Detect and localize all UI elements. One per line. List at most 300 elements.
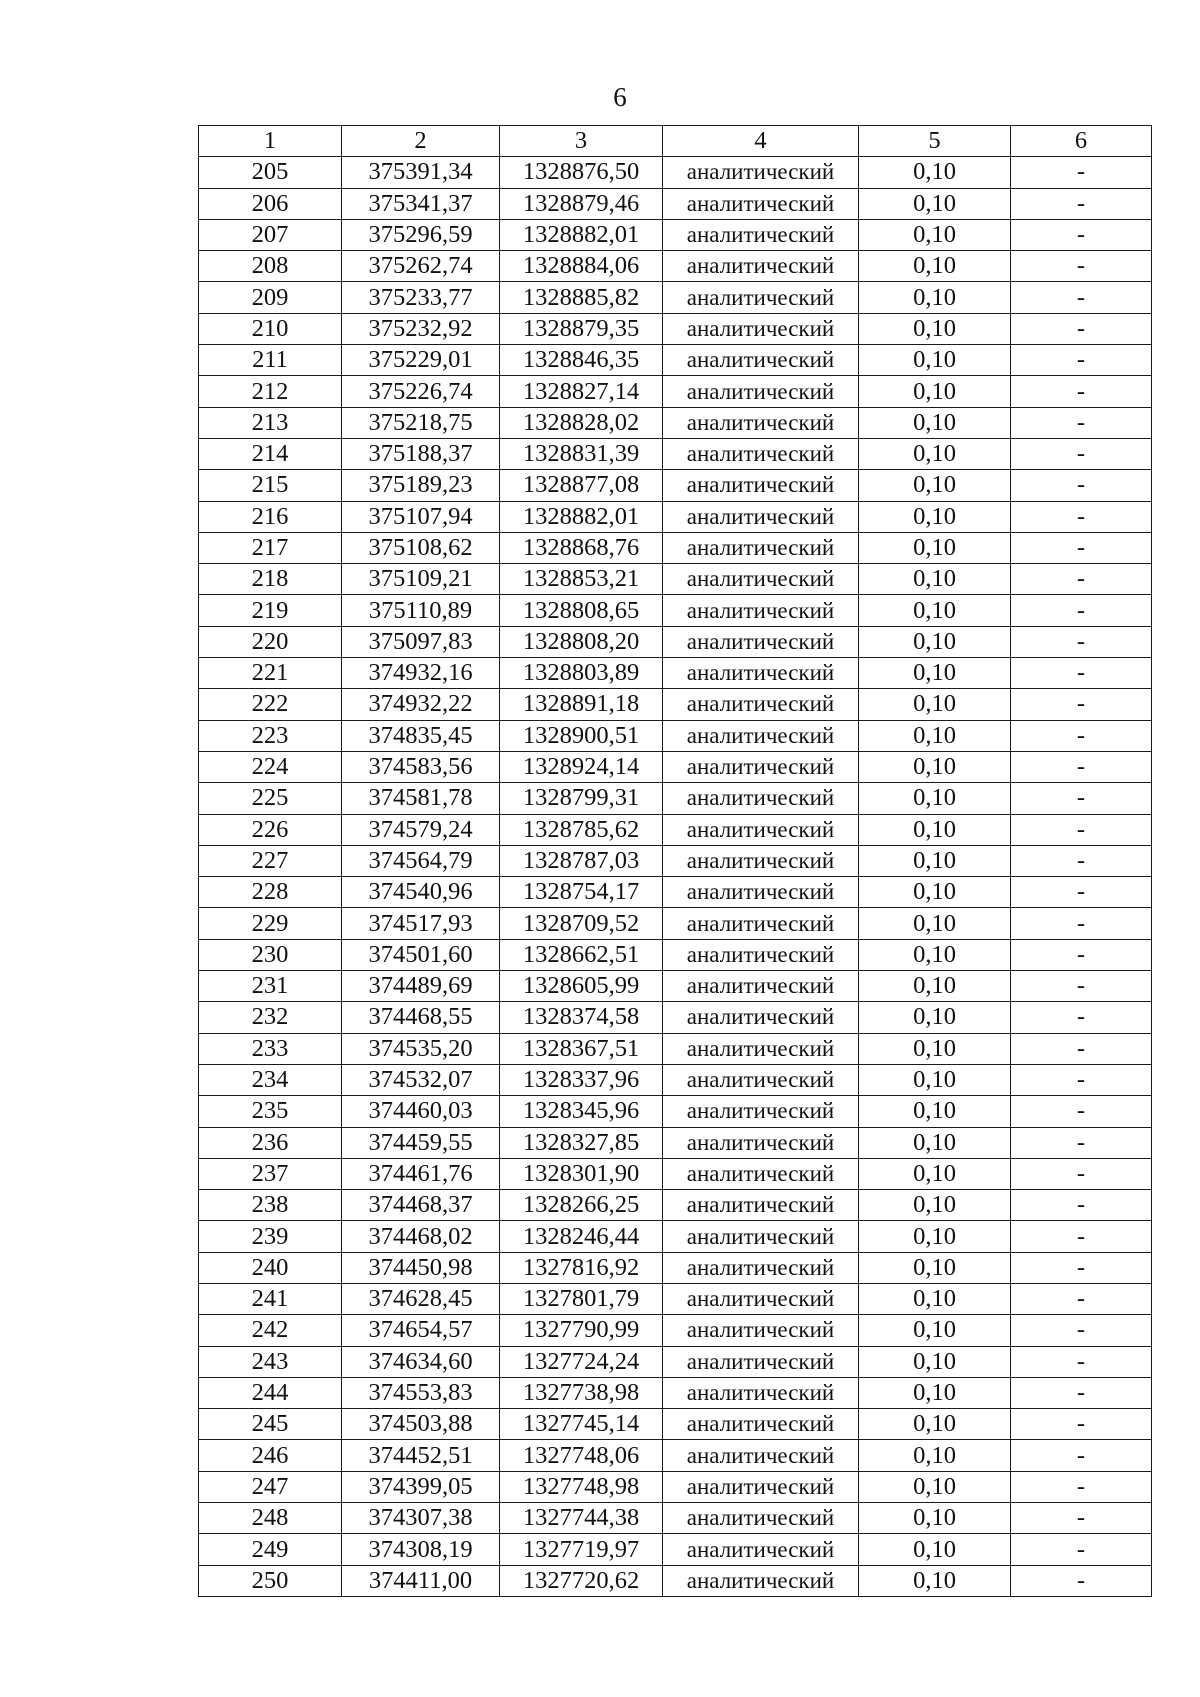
x-coordinate-cell: 374654,57 xyxy=(342,1315,500,1346)
point-number-cell: 240 xyxy=(199,1252,342,1283)
table-row xyxy=(199,658,1152,689)
note-cell: - xyxy=(1011,658,1152,689)
note-cell: - xyxy=(1011,188,1152,219)
note-cell: - xyxy=(1011,626,1152,657)
table-row xyxy=(199,313,1152,344)
method-cell: аналитический xyxy=(663,814,859,845)
note-cell: - xyxy=(1011,407,1152,438)
note-cell: - xyxy=(1011,1534,1152,1565)
note-cell: - xyxy=(1011,1565,1152,1596)
method-cell: аналитический xyxy=(663,595,859,626)
method-cell: аналитический xyxy=(663,1127,859,1158)
x-coordinate-cell: 374932,16 xyxy=(342,658,500,689)
x-coordinate-cell: 374452,51 xyxy=(342,1440,500,1471)
point-number-cell: 243 xyxy=(199,1346,342,1377)
method-cell: аналитический xyxy=(663,845,859,876)
accuracy-cell: 0,10 xyxy=(859,845,1011,876)
table-row xyxy=(199,376,1152,407)
x-coordinate-cell: 374411,00 xyxy=(342,1565,500,1596)
accuracy-cell: 0,10 xyxy=(859,470,1011,501)
accuracy-cell: 0,10 xyxy=(859,313,1011,344)
x-coordinate-cell: 374540,96 xyxy=(342,877,500,908)
point-number-cell: 217 xyxy=(199,532,342,563)
note-cell: - xyxy=(1011,689,1152,720)
header-cell-4: 4 xyxy=(663,126,859,157)
method-cell: аналитический xyxy=(663,939,859,970)
table-header-row xyxy=(199,126,1152,157)
header-cell-2: 2 xyxy=(342,126,500,157)
x-coordinate-cell: 374835,45 xyxy=(342,720,500,751)
table-row xyxy=(199,1221,1152,1252)
y-coordinate-cell: 1327724,24 xyxy=(500,1346,663,1377)
y-coordinate-cell: 1328827,14 xyxy=(500,376,663,407)
method-cell: аналитический xyxy=(663,188,859,219)
accuracy-cell: 0,10 xyxy=(859,1440,1011,1471)
table-row xyxy=(199,720,1152,751)
note-cell: - xyxy=(1011,877,1152,908)
note-cell: - xyxy=(1011,1190,1152,1221)
point-number-cell: 242 xyxy=(199,1315,342,1346)
method-cell: аналитический xyxy=(663,470,859,501)
x-coordinate-cell: 374308,19 xyxy=(342,1534,500,1565)
point-number-cell: 221 xyxy=(199,658,342,689)
accuracy-cell: 0,10 xyxy=(859,251,1011,282)
table-row xyxy=(199,501,1152,532)
note-cell: - xyxy=(1011,971,1152,1002)
note-cell: - xyxy=(1011,1127,1152,1158)
table-row xyxy=(199,939,1152,970)
x-coordinate-cell: 375229,01 xyxy=(342,345,500,376)
accuracy-cell: 0,10 xyxy=(859,407,1011,438)
x-coordinate-cell: 375218,75 xyxy=(342,407,500,438)
y-coordinate-cell: 1328662,51 xyxy=(500,939,663,970)
y-coordinate-cell: 1327745,14 xyxy=(500,1409,663,1440)
note-cell: - xyxy=(1011,282,1152,313)
x-coordinate-cell: 375109,21 xyxy=(342,564,500,595)
x-coordinate-cell: 374532,07 xyxy=(342,1064,500,1095)
point-number-cell: 228 xyxy=(199,877,342,908)
table-row xyxy=(199,345,1152,376)
table-row xyxy=(199,845,1152,876)
y-coordinate-cell: 1328891,18 xyxy=(500,689,663,720)
accuracy-cell: 0,10 xyxy=(859,345,1011,376)
y-coordinate-cell: 1327719,97 xyxy=(500,1534,663,1565)
point-number-cell: 214 xyxy=(199,438,342,469)
table-row xyxy=(199,1158,1152,1189)
table-row xyxy=(199,1409,1152,1440)
accuracy-cell: 0,10 xyxy=(859,188,1011,219)
x-coordinate-cell: 374564,79 xyxy=(342,845,500,876)
point-number-cell: 237 xyxy=(199,1158,342,1189)
table-row xyxy=(199,438,1152,469)
point-number-cell: 239 xyxy=(199,1221,342,1252)
note-cell: - xyxy=(1011,1002,1152,1033)
y-coordinate-cell: 1328709,52 xyxy=(500,908,663,939)
table-row xyxy=(199,157,1152,188)
y-coordinate-cell: 1328367,51 xyxy=(500,1033,663,1064)
accuracy-cell: 0,10 xyxy=(859,376,1011,407)
table-row xyxy=(199,814,1152,845)
accuracy-cell: 0,10 xyxy=(859,1409,1011,1440)
method-cell: аналитический xyxy=(663,1096,859,1127)
header-cell-3: 3 xyxy=(500,126,663,157)
x-coordinate-cell: 375107,94 xyxy=(342,501,500,532)
accuracy-cell: 0,10 xyxy=(859,720,1011,751)
y-coordinate-cell: 1327748,98 xyxy=(500,1471,663,1502)
y-coordinate-cell: 1328853,21 xyxy=(500,564,663,595)
point-number-cell: 225 xyxy=(199,783,342,814)
table-row xyxy=(199,1252,1152,1283)
table-row xyxy=(199,1440,1152,1471)
point-number-cell: 233 xyxy=(199,1033,342,1064)
x-coordinate-cell: 375262,74 xyxy=(342,251,500,282)
y-coordinate-cell: 1328266,25 xyxy=(500,1190,663,1221)
method-cell: аналитический xyxy=(663,1283,859,1314)
point-number-cell: 247 xyxy=(199,1471,342,1502)
table-row xyxy=(199,1033,1152,1064)
accuracy-cell: 0,10 xyxy=(859,1283,1011,1314)
point-number-cell: 231 xyxy=(199,971,342,1002)
y-coordinate-cell: 1328882,01 xyxy=(500,219,663,250)
accuracy-cell: 0,10 xyxy=(859,1033,1011,1064)
method-cell: аналитический xyxy=(663,1190,859,1221)
y-coordinate-cell: 1328846,35 xyxy=(500,345,663,376)
point-number-cell: 212 xyxy=(199,376,342,407)
point-number-cell: 206 xyxy=(199,188,342,219)
point-number-cell: 248 xyxy=(199,1503,342,1534)
method-cell: аналитический xyxy=(663,1033,859,1064)
x-coordinate-cell: 374583,56 xyxy=(342,751,500,782)
note-cell: - xyxy=(1011,251,1152,282)
point-number-cell: 234 xyxy=(199,1064,342,1095)
point-number-cell: 213 xyxy=(199,407,342,438)
accuracy-cell: 0,10 xyxy=(859,1158,1011,1189)
note-cell: - xyxy=(1011,783,1152,814)
method-cell: аналитический xyxy=(663,1440,859,1471)
accuracy-cell: 0,10 xyxy=(859,1064,1011,1095)
table-row xyxy=(199,1377,1152,1408)
y-coordinate-cell: 1328877,08 xyxy=(500,470,663,501)
method-cell: аналитический xyxy=(663,282,859,313)
accuracy-cell: 0,10 xyxy=(859,783,1011,814)
accuracy-cell: 0,10 xyxy=(859,877,1011,908)
point-number-cell: 230 xyxy=(199,939,342,970)
table-row xyxy=(199,1471,1152,1502)
note-cell: - xyxy=(1011,345,1152,376)
x-coordinate-cell: 375341,37 xyxy=(342,188,500,219)
accuracy-cell: 0,10 xyxy=(859,814,1011,845)
note-cell: - xyxy=(1011,501,1152,532)
point-number-cell: 216 xyxy=(199,501,342,532)
x-coordinate-cell: 374489,69 xyxy=(342,971,500,1002)
table-row xyxy=(199,971,1152,1002)
note-cell: - xyxy=(1011,438,1152,469)
header-cell-5: 5 xyxy=(859,126,1011,157)
table-row xyxy=(199,626,1152,657)
method-cell: аналитический xyxy=(663,1252,859,1283)
note-cell: - xyxy=(1011,1377,1152,1408)
accuracy-cell: 0,10 xyxy=(859,501,1011,532)
y-coordinate-cell: 1328828,02 xyxy=(500,407,663,438)
x-coordinate-cell: 374468,02 xyxy=(342,1221,500,1252)
x-coordinate-cell: 375108,62 xyxy=(342,532,500,563)
y-coordinate-cell: 1328831,39 xyxy=(500,438,663,469)
y-coordinate-cell: 1327748,06 xyxy=(500,1440,663,1471)
accuracy-cell: 0,10 xyxy=(859,908,1011,939)
table-row xyxy=(199,1565,1152,1596)
method-cell: аналитический xyxy=(663,658,859,689)
accuracy-cell: 0,10 xyxy=(859,626,1011,657)
point-number-cell: 215 xyxy=(199,470,342,501)
table-row xyxy=(199,564,1152,595)
table-row xyxy=(199,1002,1152,1033)
y-coordinate-cell: 1328803,89 xyxy=(500,658,663,689)
y-coordinate-cell: 1328882,01 xyxy=(500,501,663,532)
y-coordinate-cell: 1328876,50 xyxy=(500,157,663,188)
table-row xyxy=(199,470,1152,501)
y-coordinate-cell: 1328808,65 xyxy=(500,595,663,626)
note-cell: - xyxy=(1011,564,1152,595)
method-cell: аналитический xyxy=(663,1377,859,1408)
method-cell: аналитический xyxy=(663,501,859,532)
y-coordinate-cell: 1328884,06 xyxy=(500,251,663,282)
y-coordinate-cell: 1328246,44 xyxy=(500,1221,663,1252)
accuracy-cell: 0,10 xyxy=(859,595,1011,626)
x-coordinate-cell: 375226,74 xyxy=(342,376,500,407)
y-coordinate-cell: 1328879,46 xyxy=(500,188,663,219)
table-row xyxy=(199,1346,1152,1377)
y-coordinate-cell: 1327816,92 xyxy=(500,1252,663,1283)
point-number-cell: 238 xyxy=(199,1190,342,1221)
table-row xyxy=(199,908,1152,939)
y-coordinate-cell: 1327744,38 xyxy=(500,1503,663,1534)
table-row xyxy=(199,689,1152,720)
method-cell: аналитический xyxy=(663,219,859,250)
accuracy-cell: 0,10 xyxy=(859,1190,1011,1221)
note-cell: - xyxy=(1011,157,1152,188)
table-body xyxy=(199,157,1152,1597)
point-number-cell: 244 xyxy=(199,1377,342,1408)
page-number: 6 xyxy=(613,82,627,112)
x-coordinate-cell: 374459,55 xyxy=(342,1127,500,1158)
accuracy-cell: 0,10 xyxy=(859,971,1011,1002)
y-coordinate-cell: 1328754,17 xyxy=(500,877,663,908)
method-cell: аналитический xyxy=(663,407,859,438)
point-number-cell: 223 xyxy=(199,720,342,751)
accuracy-cell: 0,10 xyxy=(859,939,1011,970)
method-cell: аналитический xyxy=(663,1158,859,1189)
table-row xyxy=(199,188,1152,219)
note-cell: - xyxy=(1011,595,1152,626)
note-cell: - xyxy=(1011,1221,1152,1252)
y-coordinate-cell: 1327720,62 xyxy=(500,1565,663,1596)
note-cell: - xyxy=(1011,908,1152,939)
note-cell: - xyxy=(1011,219,1152,250)
point-number-cell: 236 xyxy=(199,1127,342,1158)
table-row xyxy=(199,751,1152,782)
table-row xyxy=(199,1315,1152,1346)
method-cell: аналитический xyxy=(663,1503,859,1534)
point-number-cell: 224 xyxy=(199,751,342,782)
method-cell: аналитический xyxy=(663,1002,859,1033)
y-coordinate-cell: 1328879,35 xyxy=(500,313,663,344)
note-cell: - xyxy=(1011,1096,1152,1127)
method-cell: аналитический xyxy=(663,1346,859,1377)
note-cell: - xyxy=(1011,532,1152,563)
point-number-cell: 232 xyxy=(199,1002,342,1033)
y-coordinate-cell: 1328885,82 xyxy=(500,282,663,313)
x-coordinate-cell: 374579,24 xyxy=(342,814,500,845)
note-cell: - xyxy=(1011,470,1152,501)
y-coordinate-cell: 1328345,96 xyxy=(500,1096,663,1127)
accuracy-cell: 0,10 xyxy=(859,1377,1011,1408)
note-cell: - xyxy=(1011,1158,1152,1189)
point-number-cell: 229 xyxy=(199,908,342,939)
note-cell: - xyxy=(1011,1409,1152,1440)
table-row xyxy=(199,1503,1152,1534)
accuracy-cell: 0,10 xyxy=(859,1127,1011,1158)
x-coordinate-cell: 374535,20 xyxy=(342,1033,500,1064)
x-coordinate-cell: 374553,83 xyxy=(342,1377,500,1408)
y-coordinate-cell: 1328799,31 xyxy=(500,783,663,814)
accuracy-cell: 0,10 xyxy=(859,1565,1011,1596)
method-cell: аналитический xyxy=(663,532,859,563)
method-cell: аналитический xyxy=(663,1064,859,1095)
x-coordinate-cell: 375232,92 xyxy=(342,313,500,344)
x-coordinate-cell: 374634,60 xyxy=(342,1346,500,1377)
note-cell: - xyxy=(1011,313,1152,344)
table-row xyxy=(199,532,1152,563)
x-coordinate-cell: 374450,98 xyxy=(342,1252,500,1283)
method-cell: аналитический xyxy=(663,877,859,908)
note-cell: - xyxy=(1011,1315,1152,1346)
method-cell: аналитический xyxy=(663,564,859,595)
x-coordinate-cell: 374628,45 xyxy=(342,1283,500,1314)
y-coordinate-cell: 1328808,20 xyxy=(500,626,663,657)
x-coordinate-cell: 374460,03 xyxy=(342,1096,500,1127)
y-coordinate-cell: 1328785,62 xyxy=(500,814,663,845)
point-number-cell: 219 xyxy=(199,595,342,626)
table-row xyxy=(199,251,1152,282)
accuracy-cell: 0,10 xyxy=(859,1315,1011,1346)
y-coordinate-cell: 1327801,79 xyxy=(500,1283,663,1314)
note-cell: - xyxy=(1011,1440,1152,1471)
x-coordinate-cell: 374468,55 xyxy=(342,1002,500,1033)
method-cell: аналитический xyxy=(663,1409,859,1440)
point-number-cell: 249 xyxy=(199,1534,342,1565)
method-cell: аналитический xyxy=(663,1315,859,1346)
header-cell-6: 6 xyxy=(1011,126,1152,157)
method-cell: аналитический xyxy=(663,251,859,282)
header-cell-1: 1 xyxy=(199,126,342,157)
table-row xyxy=(199,1283,1152,1314)
x-coordinate-cell: 374468,37 xyxy=(342,1190,500,1221)
x-coordinate-cell: 374503,88 xyxy=(342,1409,500,1440)
accuracy-cell: 0,10 xyxy=(859,1503,1011,1534)
accuracy-cell: 0,10 xyxy=(859,1221,1011,1252)
accuracy-cell: 0,10 xyxy=(859,157,1011,188)
y-coordinate-cell: 1327790,99 xyxy=(500,1315,663,1346)
x-coordinate-cell: 375233,77 xyxy=(342,282,500,313)
note-cell: - xyxy=(1011,751,1152,782)
y-coordinate-cell: 1328900,51 xyxy=(500,720,663,751)
note-cell: - xyxy=(1011,1252,1152,1283)
x-coordinate-cell: 375097,83 xyxy=(342,626,500,657)
note-cell: - xyxy=(1011,720,1152,751)
method-cell: аналитический xyxy=(663,783,859,814)
table-row xyxy=(199,219,1152,250)
y-coordinate-cell: 1328605,99 xyxy=(500,971,663,1002)
accuracy-cell: 0,10 xyxy=(859,1534,1011,1565)
method-cell: аналитический xyxy=(663,1565,859,1596)
method-cell: аналитический xyxy=(663,345,859,376)
point-number-cell: 250 xyxy=(199,1565,342,1596)
method-cell: аналитический xyxy=(663,438,859,469)
note-cell: - xyxy=(1011,1283,1152,1314)
x-coordinate-cell: 374581,78 xyxy=(342,783,500,814)
method-cell: аналитический xyxy=(663,751,859,782)
x-coordinate-cell: 374501,60 xyxy=(342,939,500,970)
x-coordinate-cell: 374307,38 xyxy=(342,1503,500,1534)
table-row xyxy=(199,1534,1152,1565)
coordinates-table xyxy=(198,125,1152,1597)
point-number-cell: 210 xyxy=(199,313,342,344)
accuracy-cell: 0,10 xyxy=(859,1471,1011,1502)
note-cell: - xyxy=(1011,1346,1152,1377)
note-cell: - xyxy=(1011,1503,1152,1534)
method-cell: аналитический xyxy=(663,720,859,751)
table-row xyxy=(199,1127,1152,1158)
table-row xyxy=(199,1064,1152,1095)
point-number-cell: 211 xyxy=(199,345,342,376)
method-cell: аналитический xyxy=(663,313,859,344)
x-coordinate-cell: 374399,05 xyxy=(342,1471,500,1502)
x-coordinate-cell: 375110,89 xyxy=(342,595,500,626)
method-cell: аналитический xyxy=(663,971,859,1002)
accuracy-cell: 0,10 xyxy=(859,751,1011,782)
accuracy-cell: 0,10 xyxy=(859,658,1011,689)
method-cell: аналитический xyxy=(663,1471,859,1502)
x-coordinate-cell: 374461,76 xyxy=(342,1158,500,1189)
x-coordinate-cell: 375189,23 xyxy=(342,470,500,501)
accuracy-cell: 0,10 xyxy=(859,689,1011,720)
note-cell: - xyxy=(1011,845,1152,876)
table-row xyxy=(199,783,1152,814)
point-number-cell: 220 xyxy=(199,626,342,657)
note-cell: - xyxy=(1011,939,1152,970)
accuracy-cell: 0,10 xyxy=(859,219,1011,250)
accuracy-cell: 0,10 xyxy=(859,1002,1011,1033)
accuracy-cell: 0,10 xyxy=(859,564,1011,595)
note-cell: - xyxy=(1011,814,1152,845)
point-number-cell: 227 xyxy=(199,845,342,876)
accuracy-cell: 0,10 xyxy=(859,1096,1011,1127)
note-cell: - xyxy=(1011,1064,1152,1095)
table-row xyxy=(199,407,1152,438)
y-coordinate-cell: 1328787,03 xyxy=(500,845,663,876)
y-coordinate-cell: 1328337,96 xyxy=(500,1064,663,1095)
point-number-cell: 222 xyxy=(199,689,342,720)
table-row xyxy=(199,877,1152,908)
x-coordinate-cell: 374517,93 xyxy=(342,908,500,939)
point-number-cell: 246 xyxy=(199,1440,342,1471)
x-coordinate-cell: 375296,59 xyxy=(342,219,500,250)
table-row xyxy=(199,282,1152,313)
point-number-cell: 235 xyxy=(199,1096,342,1127)
y-coordinate-cell: 1327738,98 xyxy=(500,1377,663,1408)
method-cell: аналитический xyxy=(663,157,859,188)
x-coordinate-cell: 375391,34 xyxy=(342,157,500,188)
